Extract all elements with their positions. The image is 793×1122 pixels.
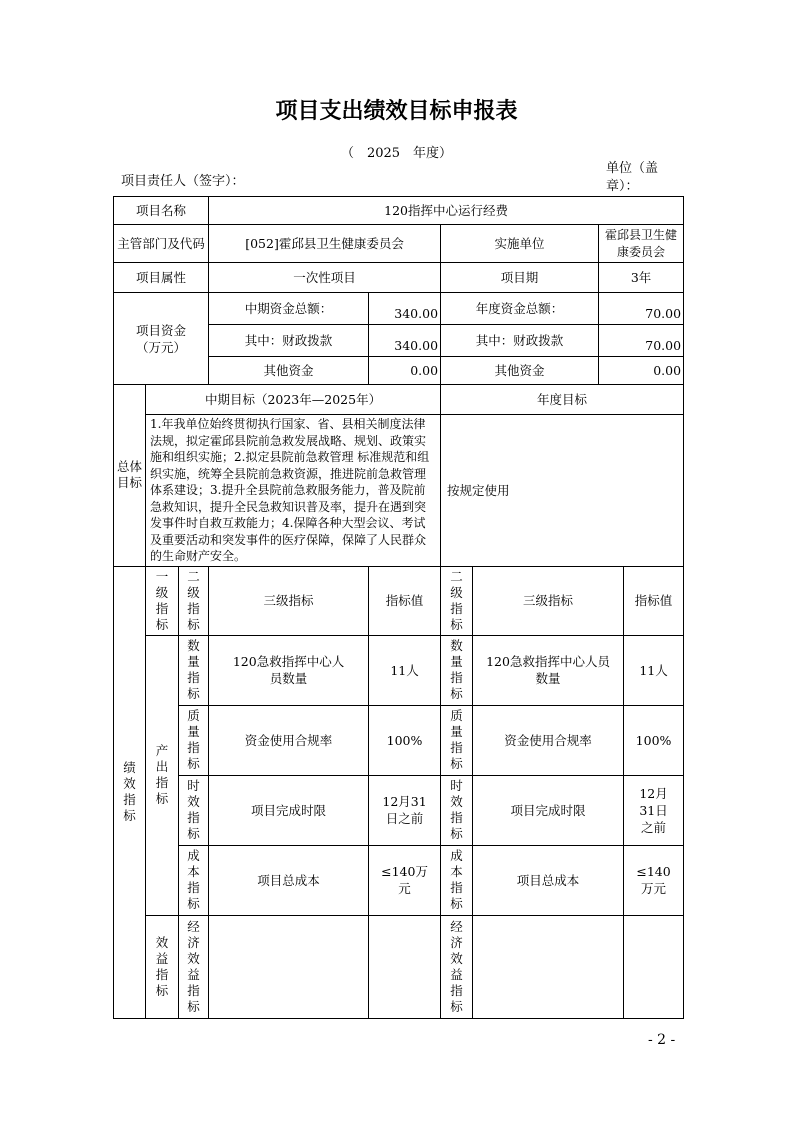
year-fiscal: 70.00	[599, 325, 684, 357]
value-cell: ≤140万元	[369, 845, 441, 915]
level3-cell: 项目总成本	[209, 845, 369, 915]
project-name: 120指挥中心运行经费	[209, 197, 684, 225]
level2-cell: 时效指标	[179, 775, 209, 845]
level3-cell: 项目完成时限	[209, 775, 369, 845]
level2-cell-year: 数量指标	[441, 635, 473, 705]
impl-label: 实施单位	[441, 225, 599, 263]
benefit-label: 效益指标	[146, 915, 179, 1018]
mid-goal-text: 1.年我单位始终贯彻执行国家、省、县相关制度法律法规，拟定霍邱县院前急救发展战略、规划、政策实施和组织实施；2.拟定县院前急救管理 标准规范和组织实施，统筹全县院前急救资源，推进院前急救管理体系建设；3.提升全县院前急救服务能力，普及院前急救知识，提升全民急救知识普及率，提升在遇到突发事件时自救互救能力；4.保障各种大型会议、考试及重要活动和突发事件的医疗保障，保障了人民群众的生命财产安全。	[146, 415, 441, 567]
year-goal-text: 按规定使用	[441, 415, 684, 567]
period-label: 项目期	[441, 263, 599, 293]
level2-cell: 数量指标	[179, 635, 209, 705]
mid-other-label: 其他资金	[209, 357, 369, 385]
year-other-label: 其他资金	[441, 357, 599, 385]
value-cell-year	[624, 915, 684, 1018]
performance-table	[113, 196, 684, 1019]
page-number: - 2 -	[648, 1032, 676, 1048]
mid-fiscal-label: 其中：财政拨款	[209, 325, 369, 357]
value-cell-year: 12月31日之前	[624, 775, 684, 845]
level3-cell-year: 项目完成时限	[473, 775, 624, 845]
level2-cell-year: 经济效益指标	[441, 915, 473, 1018]
responsible-person: 项目责任人（签字）：	[121, 174, 245, 189]
unit-seal: 单位（盖章）：	[606, 161, 659, 194]
dept-label: 主管部门及代码	[114, 225, 209, 263]
year-total: 70.00	[599, 293, 684, 325]
level2-cell-year: 质量指标	[441, 705, 473, 775]
mid-total: 340.00	[369, 293, 441, 325]
level2-cell: 经济效益指标	[179, 915, 209, 1018]
level2-header: 二级指标	[179, 566, 209, 635]
mid-goal-header: 中期目标（2023年—2025年）	[146, 385, 441, 415]
year-fiscal-label: 其中：财政拨款	[441, 325, 599, 357]
mid-total-label: 中期资金总额：	[209, 293, 369, 325]
level2-cell: 质量指标	[179, 705, 209, 775]
level3-cell: 资金使用合规率	[209, 705, 369, 775]
dept: [052]霍邱县卫生健康委员会	[209, 225, 441, 263]
level3-cell-year: 资金使用合规率	[473, 705, 624, 775]
impl-unit: 霍邱县卫生健康委员会	[599, 225, 684, 263]
period: 3年	[599, 263, 684, 293]
year-goal-header: 年度目标	[441, 385, 684, 415]
value-header-year: 指标值	[624, 566, 684, 635]
year-line: （ 2025 年度）	[340, 146, 453, 161]
project-name-label: 项目名称	[114, 197, 209, 225]
value-cell: 11人	[369, 635, 441, 705]
level2-cell: 成本指标	[179, 845, 209, 915]
value-cell: 100%	[369, 705, 441, 775]
attr-label: 项目属性	[114, 263, 209, 293]
level3-cell-year: 项目总成本	[473, 845, 624, 915]
mid-other: 0.00	[369, 357, 441, 385]
goals-label: 总体目标	[114, 385, 146, 567]
year-total-label: 年度资金总额：	[441, 293, 599, 325]
value-cell: 12月31日之前	[369, 775, 441, 845]
value-cell	[369, 915, 441, 1018]
indicators-label: 绩效指标	[114, 566, 146, 1018]
value-cell-year: 100%	[624, 705, 684, 775]
level3-header: 三级指标	[209, 566, 369, 635]
output-label: 产出指标	[146, 635, 179, 915]
level3-cell-year	[473, 915, 624, 1018]
level3-cell	[209, 915, 369, 1018]
level2-cell-year: 时效指标	[441, 775, 473, 845]
funds-label: 项目资金（万元）	[114, 293, 209, 385]
mid-fiscal: 340.00	[369, 325, 441, 357]
page-title: 项目支出绩效目标申报表	[275, 99, 518, 124]
level3-cell: 120急救指挥中心人员数量	[209, 635, 369, 705]
attr: 一次性项目	[209, 263, 441, 293]
level1-header: 一级指标	[146, 566, 179, 635]
value-cell-year: 11人	[624, 635, 684, 705]
level2-cell-year: 成本指标	[441, 845, 473, 915]
level3-cell-year: 120急救指挥中心人员数量	[473, 635, 624, 705]
level2-header-year: 二级指标	[441, 566, 473, 635]
year-other: 0.00	[599, 357, 684, 385]
value-header: 指标值	[369, 566, 441, 635]
value-cell-year: ≤140万元	[624, 845, 684, 915]
level3-header-year: 三级指标	[473, 566, 624, 635]
